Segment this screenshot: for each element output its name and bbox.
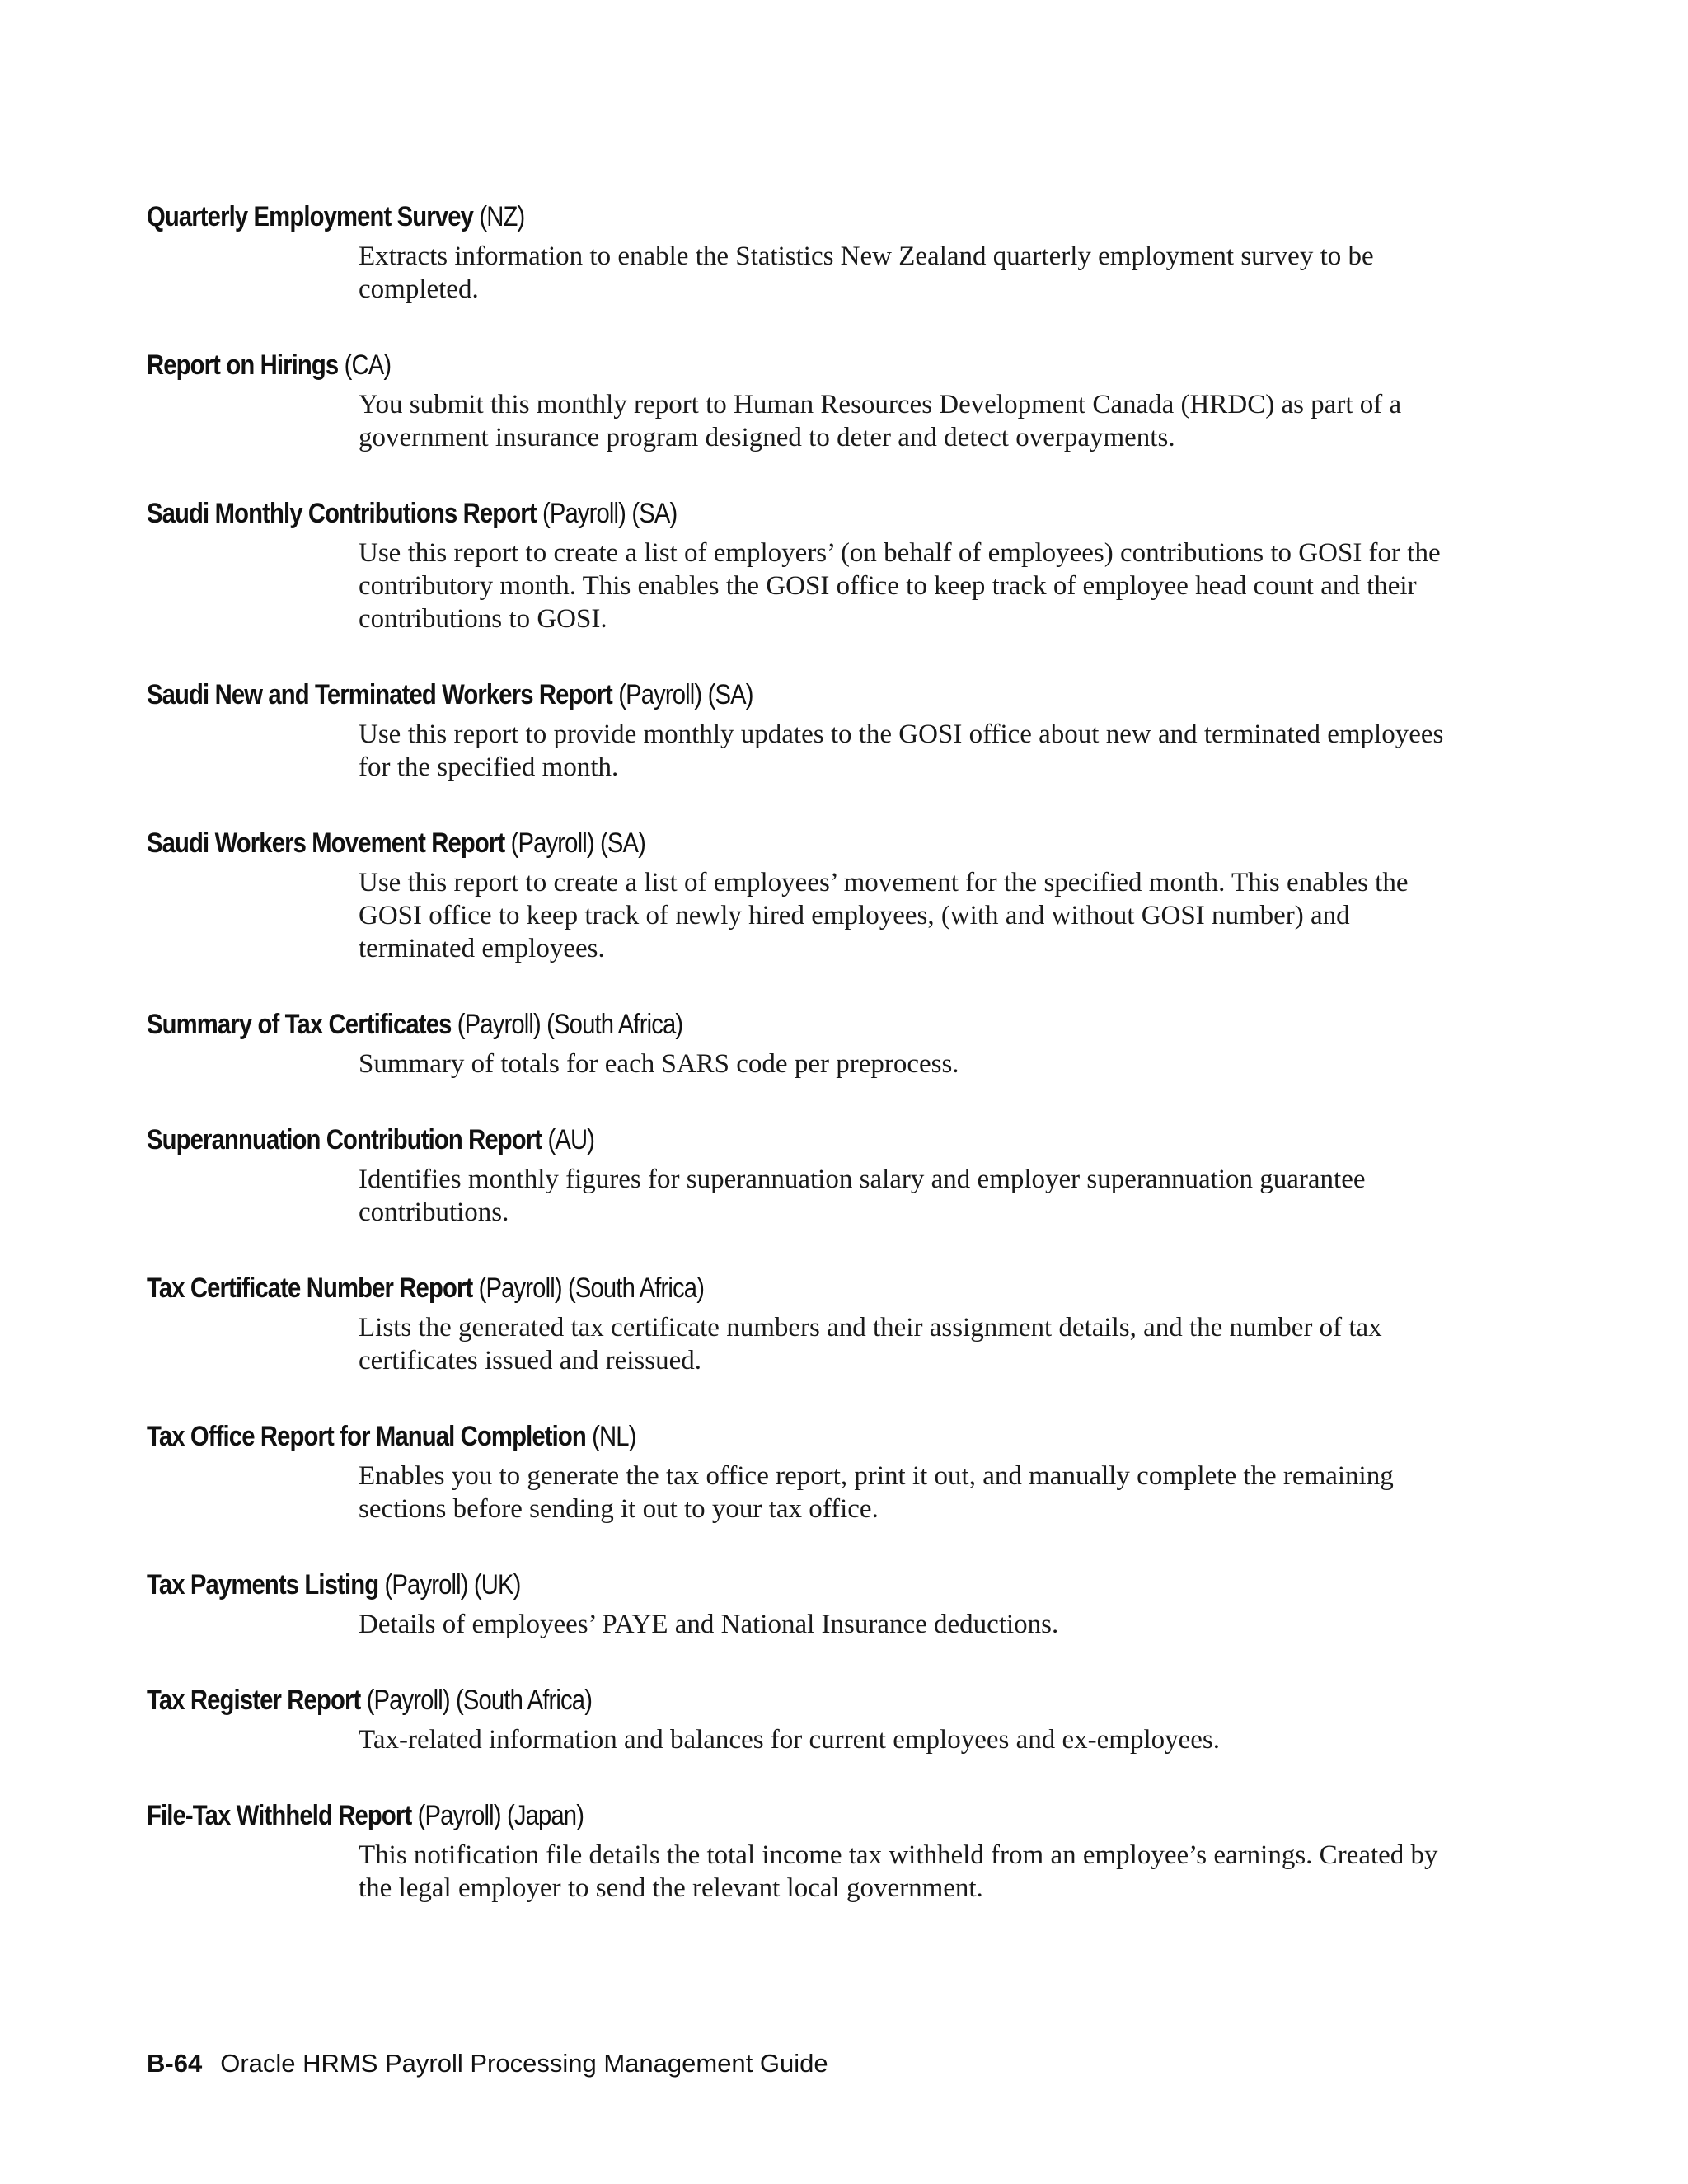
report-title — [147, 1420, 636, 1453]
report-title — [147, 678, 753, 711]
report-qualifier: (Payroll) (South Africa) — [457, 1009, 683, 1040]
report-qualifier: (AU) — [547, 1124, 595, 1155]
report-description: Details of employees’ PAYE and National Insurance deductions. — [359, 1610, 1059, 1639]
report-description: Use this report to create a list of employers’ (on behalf of employees) contributions to GOSI for the contributory month. This enables the GOSI office to keep track of employee head count and their contributions to GOSI. — [359, 538, 1441, 634]
report-description: Lists the generated tax certificate numbers and their assignment details, and the number of tax certificates issued and reissued. — [359, 1313, 1382, 1376]
report-name: Tax Certificate Number Report — [147, 1272, 473, 1304]
report-description: Tax-related information and balances for current employees and ex-employees. — [359, 1725, 1220, 1755]
report-description: Use this report to create a list of employees’ movement for the specified month. This enables the GOSI office to keep track of newly hired employees, (with and without GOSI number) and terminated employees. — [359, 868, 1409, 963]
report-qualifier: (Payroll) (SA) — [510, 827, 646, 859]
report-name: Summary of Tax Certificates — [147, 1009, 452, 1040]
report-qualifier: (Payroll) (South Africa) — [366, 1685, 593, 1716]
report-name: Quarterly Employment Survey — [147, 201, 474, 232]
report-description: You submit this monthly report to Human Resources Development Canada (HRDC) as part of a government insurance program designed to deter and detect overpayments. — [359, 390, 1402, 452]
report-title — [147, 497, 677, 530]
report-name: Superannuation Contribution Report — [147, 1124, 542, 1155]
report-description: Enables you to generate the tax office report, print it out, and manually complete the remaining sections before sending it out to your tax office. — [359, 1461, 1394, 1524]
report-qualifier: (NL) — [592, 1421, 636, 1452]
report-title — [147, 1799, 584, 1832]
guide-title: Oracle HRMS Payroll Processing Management Guide — [220, 2049, 828, 2078]
page-footer — [147, 2049, 828, 2079]
report-description: Use this report to provide monthly updates to the GOSI office about new and terminated employees for the specified month. — [359, 719, 1444, 782]
report-name: Report on Hirings — [147, 349, 339, 381]
report-name: Tax Payments Listing — [147, 1569, 379, 1601]
report-title — [147, 1272, 704, 1305]
report-title — [147, 1568, 521, 1601]
report-name: Tax Register Report — [147, 1685, 361, 1716]
report-qualifier: (Payroll) (South Africa) — [478, 1272, 705, 1304]
report-qualifier: (Payroll) (SA) — [542, 498, 678, 529]
report-qualifier: (NZ) — [479, 201, 525, 232]
report-name: File-Tax Withheld Report — [147, 1800, 412, 1831]
report-description: Extracts information to enable the Statistics New Zealand quarterly employment survey to be completed. — [359, 241, 1374, 304]
report-qualifier: (Payroll) (Japan) — [417, 1800, 584, 1831]
report-description: This notification file details the total income tax withheld from an employee’s earnings. Created by the legal employer to send the relevant local government. — [359, 1840, 1438, 1903]
report-title — [147, 1008, 682, 1041]
report-name: Tax Office Report for Manual Completion — [147, 1421, 586, 1452]
report-title — [147, 1684, 592, 1717]
report-name: Saudi New and Terminated Workers Report — [147, 679, 612, 710]
page-number: B-64 — [147, 2049, 203, 2078]
report-title — [147, 349, 391, 382]
report-title — [147, 200, 524, 233]
report-title — [147, 827, 645, 860]
report-qualifier: (Payroll) (UK) — [384, 1569, 521, 1601]
report-name: Saudi Monthly Contributions Report — [147, 498, 537, 529]
report-description: Summary of totals for each SARS code per preprocess. — [359, 1049, 959, 1079]
report-title — [147, 1123, 594, 1156]
report-description: Identifies monthly figures for superannuation salary and employer superannuation guarantee contributions. — [359, 1165, 1366, 1227]
report-qualifier: (CA) — [344, 349, 392, 381]
report-qualifier: (Payroll) (SA) — [618, 679, 753, 710]
report-name: Saudi Workers Movement Report — [147, 827, 505, 859]
